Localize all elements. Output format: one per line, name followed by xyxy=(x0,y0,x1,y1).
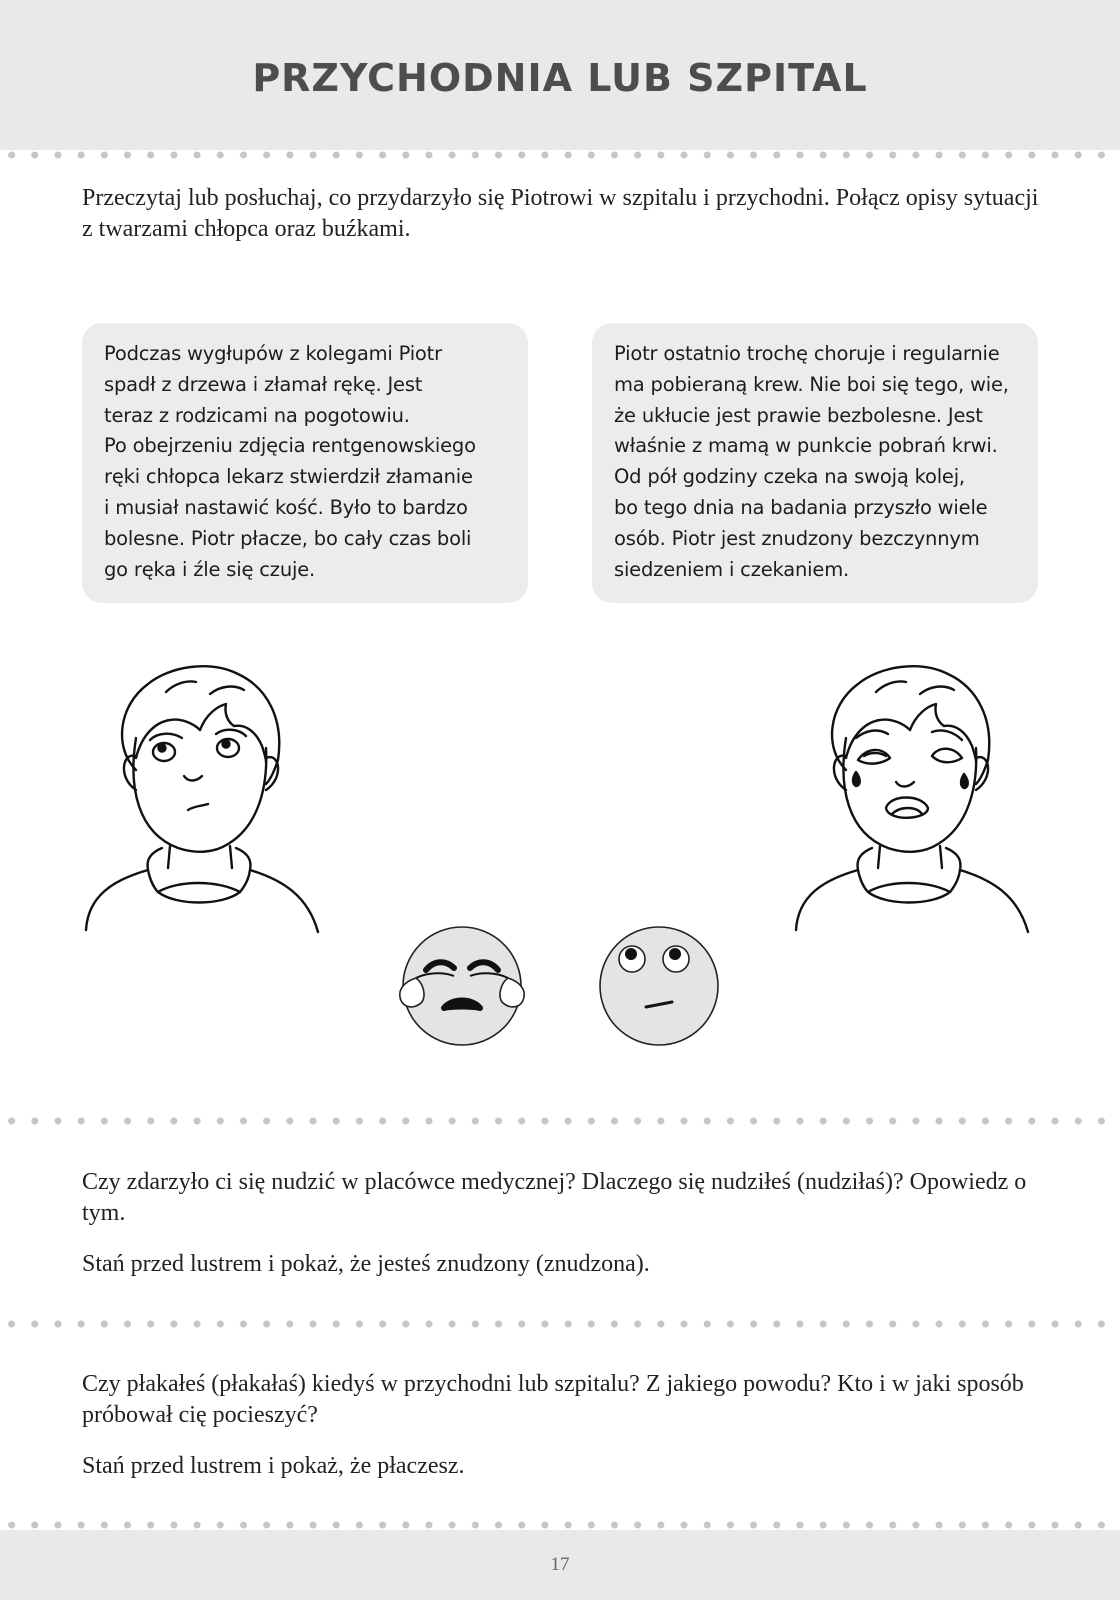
dotted-divider xyxy=(0,150,1120,160)
story-line: osób. Piotr jest znudzony bezczynnym xyxy=(614,526,980,550)
dotted-divider xyxy=(0,1520,1120,1530)
dotted-divider xyxy=(0,1116,1120,1126)
page-title: PRZYCHODNIA LUB SZPITAL xyxy=(252,56,868,100)
crying-task: Stań przed lustrem i pokaż, że płaczesz. xyxy=(82,1453,465,1479)
story-line: siedzeniem i czekaniem. xyxy=(614,557,849,581)
story-line: właśnie z mamą w punkcie pobrań krwi. xyxy=(614,434,998,458)
story-line: teraz z rodzicami na pogotowiu. xyxy=(104,403,410,427)
story-box-broken-arm xyxy=(82,323,528,603)
boredom-task: Stań przed lustrem i pokaż, że jesteś znudzony (znudzona). xyxy=(82,1251,650,1277)
crying-emoji-icon xyxy=(392,922,532,1050)
story-line: Piotr ostatnio trochę choruje i regularnie xyxy=(614,342,1000,365)
story-line: Po obejrzeniu zdjęcia rentgenowskiego xyxy=(104,434,476,458)
story-line: Podczas wygłupów z kolegami Piotr xyxy=(104,342,442,365)
eye-roll-emoji-icon xyxy=(594,922,724,1050)
page-number: 17 xyxy=(550,1554,570,1575)
story-line: go ręka i źle się czuje. xyxy=(104,557,315,581)
story-line: i musiał nastawić kość. Było to bardzo xyxy=(104,495,468,519)
dotted-divider xyxy=(0,1319,1120,1329)
story-line: spadł z drzewa i złamał rękę. Jest xyxy=(104,372,423,396)
story-line: bolesne. Piotr płacze, bo cały czas boli xyxy=(104,526,472,550)
boy-bored-icon xyxy=(78,648,328,938)
story-line: że ukłucie jest prawie bezbolesne. Jest xyxy=(614,403,983,427)
boy-crying-icon xyxy=(788,648,1038,938)
story-line: ma pobieraną krew. Nie boi się tego, wie, xyxy=(614,372,1009,396)
crying-question: Czy płakałeś (płakałaś) kiedyś w przychodni lub szpitalu? Z jakiego powodu? Kto i w jaki sposób próbował cię pocieszyć? xyxy=(82,1371,1024,1428)
story-line: ręki chłopca lekarz stwierdził złamanie xyxy=(104,465,473,489)
story-line: bo tego dnia na badania przyszło wiele xyxy=(614,495,988,519)
intro-text: Przeczytaj lub posłuchaj, co przydarzyło się Piotrowi w szpitalu i przychodni. Połącz opisy sytuacji z twarzami chłopca oraz buźkami. xyxy=(82,185,1039,242)
story-line: Od pół godziny czeka na swoją kolej, xyxy=(614,465,965,489)
story-box-blood-test xyxy=(592,323,1038,603)
boredom-question: Czy zdarzyło ci się nudzić w placówce medycznej? Dlaczego się nudziłeś (nudziłaś)? Opowiedz o tym. xyxy=(82,1169,1027,1226)
